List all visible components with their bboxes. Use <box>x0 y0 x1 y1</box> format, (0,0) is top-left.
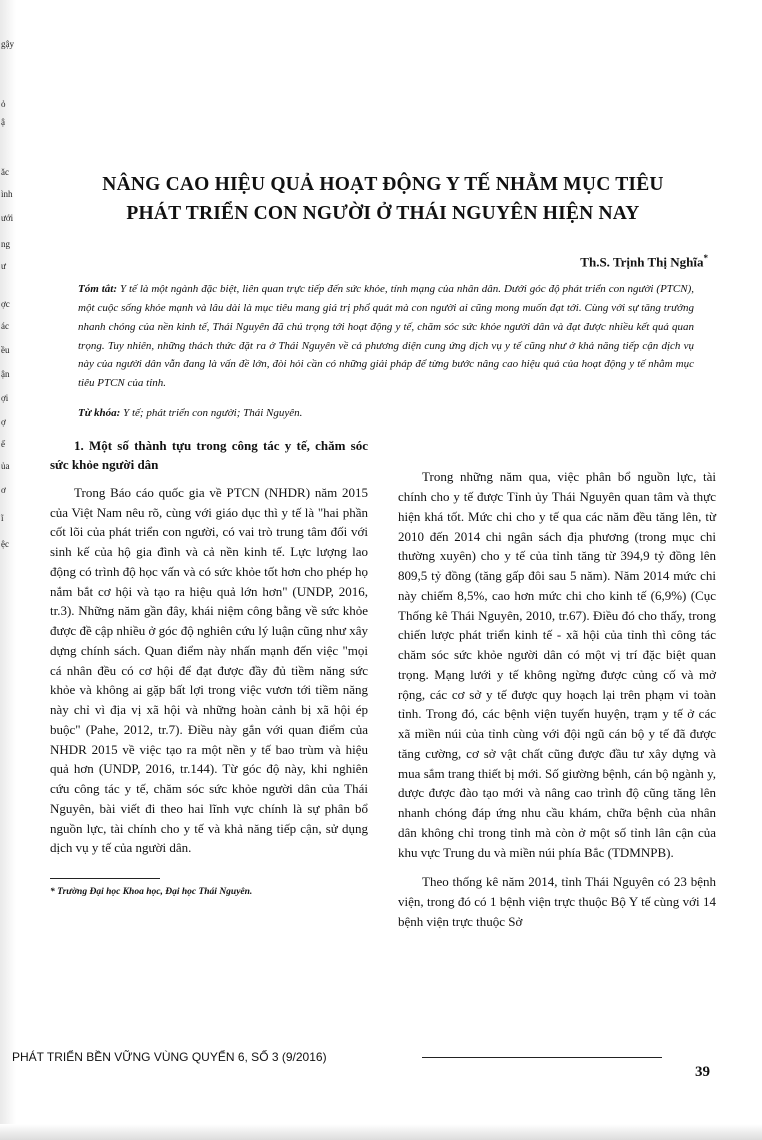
margin-fragment: ệc <box>1 539 9 549</box>
page-number: 39 <box>695 1064 710 1080</box>
paragraph: Trong Báo cáo quốc gia về PTCN (NHDR) năm 2015 của Việt Nam nêu rõ, cùng với giáo dục thì y tế là "hai phần cốt lõi của phát triển con người, có vai trò trung tâm đối với sinh kế của hộ gia đình và cả nền kinh tế. Lực lượng lao động có trình độ học vấn và có sức khỏe tốt hơn cho phép họ nắm bắt cơ hội và tạo ra hiệu quả lớn hơn" (UNDP, 2016, tr.3). Những năm gần đây, khái niệm công bằng về sức khỏe được đề cập nhiều ở góc độ nghiên cứu lý luận cũng như xây dựng chính sách. Quan điểm này nhấn mạnh đến việc "mọi cá nhân đều có cơ hội để đạt được đầy đủ tiềm năng sức khỏe và không ai gặp bất lợi trong việc vươn tới tiềm năng này chỉ vì địa vị xã hội và những hoàn cảnh bị xã hội ép buộc" (Pahe, 2012, tr.7). Điều này gắn với quan điểm của NHDR 2015 về việc tạo ra một nền y tế bao trùm và hiệu quả hơn (UNDP, 2016, tr.144). Từ góc độ này, khi nghiên cứu công tác y tế, chăm sóc sức khỏe người dân của Thái Nguyên, bài viết đi theo hai lĩnh vực chính là sự phân bổ nguồn lực, tài chính cho y tế và khả năng tiếp cận, sử dụng dịch vụ y tế của người dân. <box>50 484 368 856</box>
paragraph: Trong những năm qua, việc phân bổ nguồn lực, tài chính cho y tế được Tỉnh ủy Thái Nguyên quan tâm và thực hiện khá tốt. Mức chi cho y tế qua các năm đều tăng lên, từ 2010 đến 2014 chi ngân sách địa phương (trong mục chi thường xuyên) cho y tế của tỉnh tăng từ 394,9 tỷ đồng lên 809,5 tỷ đồng (tăng gấp đôi sau 5 năm). Năm 2014 mức chi này chiếm 8,5%, cao hơn mức chi cho kinh tế (6,9%) (Cục Thống kê Thái Nguyên, 2010, tr.67). Điều đó cho thấy, trong chiến lược phát triển kinh tế - xã hội của tỉnh thì công tác chăm sóc sức khỏe người dân có một vị trí đặc biệt quan trọng. Mạng lưới y tế không ngừng được củng cố và mở rộng, các cơ sở y tế được quy hoạch lại trên phạm vi toàn tỉnh. Trong đó, các bệnh viện tuyến huyện, trạm y tế ở các xã miền núi của tỉnh cùng với đội ngũ cán bộ y tế đã được tăng cường, cơ sở vật chất cũng được đầu tư xây dựng và mua sắm trang thiết bị mới. Số giường bệnh, cán bộ ngành y, dược được đào tạo mới và nâng cao trình độ cũng tăng lên nhanh chóng đáp ứng nhu cầu khám, chữa bệnh của nhân dân không chỉ trong tỉnh mà còn ở một số tỉnh lân cận của khu vực Trung du và miền núi phía Bắc (TDMNPB). <box>398 469 716 860</box>
keywords-text: Y tế; phát triển con người; Thái Nguyên. <box>123 407 303 420</box>
margin-fragment: gậy <box>1 39 14 49</box>
margin-fragment: ác <box>1 321 9 331</box>
margin-fragment: ơ <box>1 485 6 495</box>
left-column <box>50 437 368 931</box>
margin-fragment: ế <box>1 439 5 449</box>
title-line-2: PHÁT TRIỂN CON NGƯỜI Ở THÁI NGUYÊN HIỆN NAY <box>126 203 640 225</box>
keywords-label: Từ khóa: <box>78 407 121 420</box>
paragraph: Theo thống kê năm 2014, tỉnh Thái Nguyên có 23 bệnh viện, trong đó có 1 bệnh viện trực thuộc Bộ Y tế cùng với 14 bệnh viện trực thuộc Sở <box>398 874 716 929</box>
author <box>50 253 708 270</box>
journal-name: PHÁT TRIỂN BỀN VỮNG VÙNG QUYỂN 6, SỐ 3 (9/2016) <box>12 1050 327 1064</box>
right-column <box>398 437 716 931</box>
abstract-label: Tóm tắt: <box>78 282 117 295</box>
article-title <box>50 170 716 229</box>
footnote: * Trường Đại học Khoa học, Đại học Thái Nguyên. <box>50 887 253 898</box>
scan-shadow-bottom <box>0 1124 762 1140</box>
margin-fragment: ư <box>1 261 6 271</box>
margin-fragment: ậ <box>1 117 5 127</box>
title-line-1: NÂNG CAO HIỆU QUẢ HOẠT ĐỘNG Y TẾ NHẰM MỤC TIÊU <box>102 174 664 195</box>
article-page <box>50 160 716 932</box>
margin-fragment: ưới <box>1 213 14 223</box>
footnote-divider <box>50 878 160 879</box>
margin-fragment: ợi <box>1 393 9 403</box>
abstract <box>78 280 694 393</box>
footer-divider <box>422 1057 662 1058</box>
author-name: Th.S. Trịnh Thị Nghĩa <box>580 253 704 269</box>
page-footer <box>12 1050 722 1090</box>
margin-fragment: ận <box>1 369 10 379</box>
margin-fragment: ăc <box>1 167 9 177</box>
abstract-text: Y tế là một ngành đặc biệt, liên quan trực tiếp đến sức khỏe, tính mạng của nhân dân. Dưới góc độ phát triển con người (PTCN), một cuộc sống khỏe mạnh và lâu dài là mục tiêu mang giá trị phổ quát mà con người ai cũng mong muốn đạt tới. Cùng với sự tăng trưởng nhanh chóng của nền kinh tế, Thái Nguyên đã chú trọng tới hoạt động y tế, chăm sóc sức khỏe người dân và đạt được nhiều kết quả quan trọng. Tuy nhiên, những thách thức đặt ra ở Thái Nguyên về cả phương diện cung ứng dịch vụ y tế cũng như ở khả năng tiếp cận dịch vụ này của người dân vẫn đang là vấn đề lớn, đòi hỏi cần có những giải pháp để từng bước nâng cao hiệu quả của hoạt động y tế nhằm mục tiêu PTCN của tỉnh. <box>78 282 694 390</box>
margin-fragment: ình <box>1 189 13 199</box>
keywords <box>78 407 694 419</box>
body-columns <box>50 437 716 931</box>
margin-fragment: ợ <box>1 417 6 427</box>
section-heading: 1. Một số thành tựu trong công tác y tế, chăm sóc sức khỏe người dân <box>50 438 368 473</box>
author-footnote-mark: * <box>703 252 708 263</box>
margin-fragment: ỏ <box>1 99 6 109</box>
margin-fragment: ĩ <box>1 513 4 523</box>
margin-fragment: ợc <box>1 299 10 309</box>
margin-fragment: ng <box>1 239 10 249</box>
margin-fragment: ủa <box>1 461 10 471</box>
margin-fragment: ều <box>1 345 10 355</box>
